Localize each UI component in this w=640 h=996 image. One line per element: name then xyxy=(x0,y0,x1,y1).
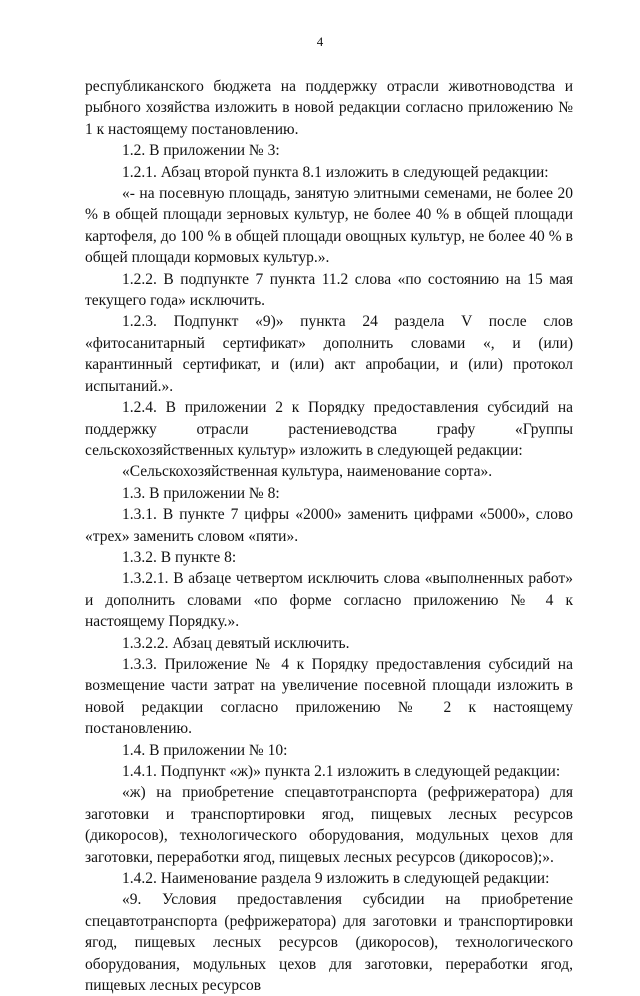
paragraph-1-4: 1.4. В приложении № 10: xyxy=(122,741,288,759)
paragraph-quote-crop-name: «Сельскохозяйственная культура, наименование сорта». xyxy=(122,463,493,481)
paragraph-1-2-1: 1.2.1. Абзац второй пункта 8.1 изложить в следующей редакции: xyxy=(122,163,549,181)
paragraph-1-3-1: 1.3.1. В пункте 7 цифры «2000» заменить цифрами «5000», слово «трех» заменить словом «пяти». xyxy=(85,506,573,545)
paragraph-1-4-2: 1.4.2. Наименование раздела 9 изложить в следующей редакции: xyxy=(122,870,550,888)
paragraph-1-2: 1.2. В приложении № 3: xyxy=(122,142,280,160)
paragraph-1-3-2-2: 1.3.2.2. Абзац девятый исключить. xyxy=(122,634,350,652)
paragraph-1-3: 1.3. В приложении № 8: xyxy=(122,484,280,502)
paragraph-quote-sown-area: «- на посевную площадь, занятую элитными семенами, не более 20 % в общей площади зерновых культур, не более 40 % в общей площади картофеля, до 100 % в общей площади овощных культур, не более 40 % в общей площади кормовых культур.». xyxy=(85,185,573,267)
paragraph-1-3-3: 1.3.3. Приложение № 4 к Порядку предоставления субсидий на возмещение части затрат на увеличение посевной площади изложить в новой редакции согласно приложению № 2 к настоящему постановлению. xyxy=(85,655,573,738)
paragraph-quote-zh: «ж) на приобретение спецавтотранспорта (рефрижератора) для заготовки и транспортировки ягод, пищевых лесных ресурсов (дикоросов), технологического оборудования, модульных цехов для заготовки, переработки ягод, пищевых лесных ресурсов (дикоросов);». xyxy=(85,784,573,866)
paragraph-1-4-1: 1.4.1. Подпункт «ж)» пункта 2.1 изложить в следующей редакции: xyxy=(122,763,561,780)
paragraph-continuation: республиканского бюджета на поддержку отрасли животноводства и рыбного хозяйства изложить в новой редакции согласно приложению № 1 к настоящему постановлению. xyxy=(85,78,573,138)
document-body xyxy=(85,76,573,996)
paragraph-1-2-4: 1.2.4. В приложении 2 к Порядку предоставления субсидий на поддержку отрасли растениеводства графу «Группы сельскохозяйственных культур» изложить в следующей редакции: xyxy=(85,399,573,459)
paragraph-1-2-3: 1.2.3. Подпункт «9)» пункта 24 раздела V после слов «фитосанитарный сертификат» дополнить словами «, и (или) карантинный сертификат, и (или) акт апробации, и (или) протокол испытаний.». xyxy=(85,313,573,395)
paragraph-1-3-2: 1.3.2. В пункте 8: xyxy=(122,548,237,566)
paragraph-quote-section-9: «9. Условия предоставления субсидии на приобретение спецавтотранспорта (рефрижератора) для заготовки и транспортировки ягод, пищевых лесных ресурсов (дикоросов), технологического оборудования, модульных цехов для заготовки, переработки ягод, пищевых лесных ресурсов xyxy=(85,891,573,995)
paragraph-1-2-2: 1.2.2. В подпункте 7 пункта 11.2 слова «по состоянию на 15 мая текущего года» исключить. xyxy=(85,270,573,310)
page-number: 4 xyxy=(316,34,324,49)
paragraph-1-3-2-1: 1.3.2.1. В абзаце четвертом исключить слова «выполненных работ» и дополнить словами «по форме согласно приложению № 4 к настоящему Порядку.». xyxy=(85,570,573,631)
